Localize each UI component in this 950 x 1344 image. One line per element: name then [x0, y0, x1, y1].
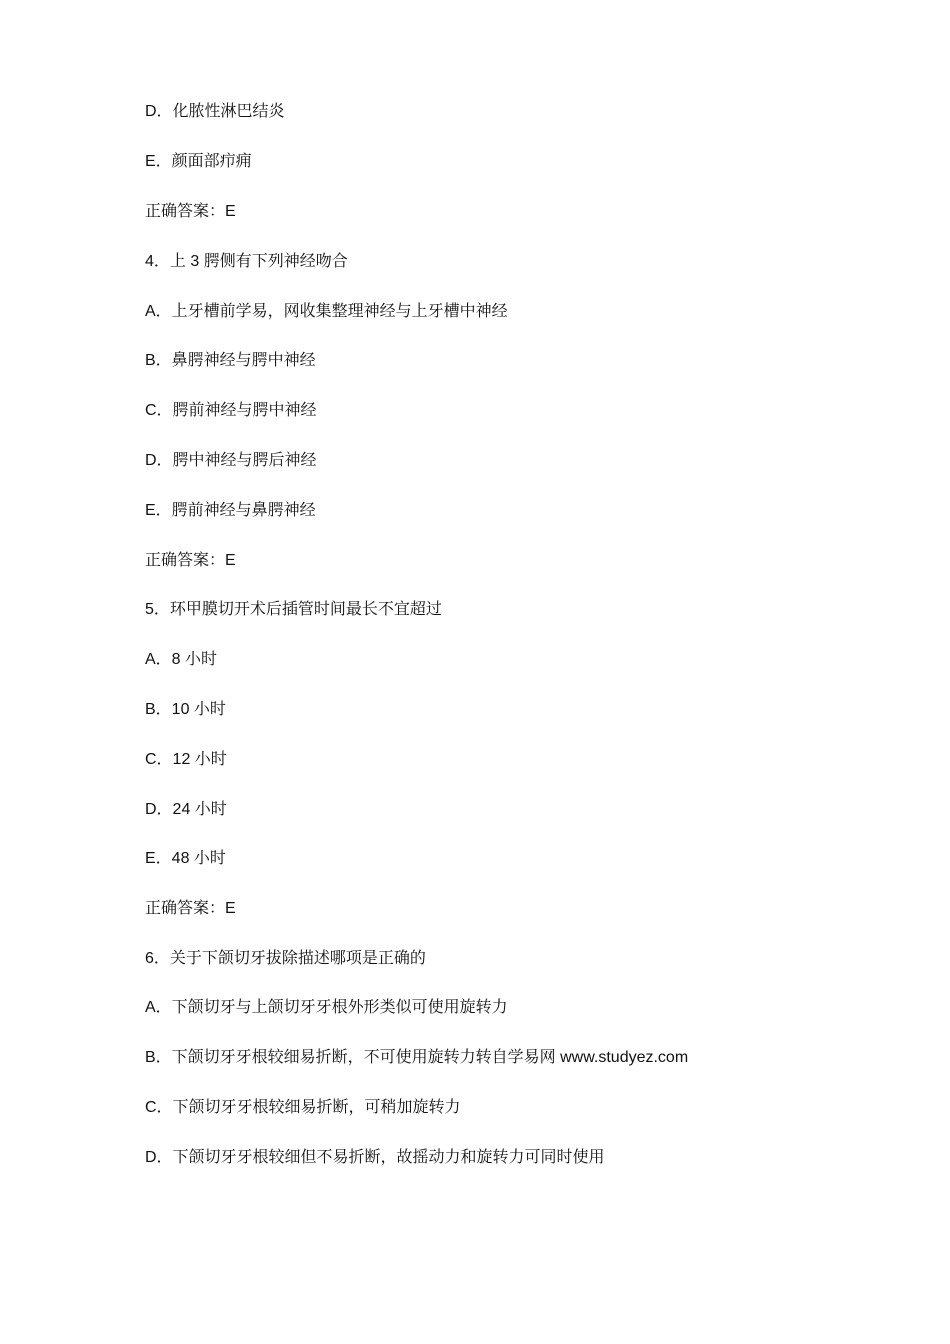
option-e-q5: E．48 小时 — [145, 850, 226, 867]
option-c-q4: C．腭前神经与腭中神经 — [145, 402, 317, 419]
option-d-q3: D．化脓性淋巴结炎 — [145, 103, 285, 120]
option-a-q6: A．下颌切牙与上颌切牙牙根外形类似可使用旋转力 — [145, 999, 508, 1016]
option-c-q6: C．下颌切牙牙根较细易折断，可稍加旋转力 — [145, 1099, 461, 1116]
answer-q3: 正确答案：E — [145, 203, 236, 220]
answer-q4: 正确答案：E — [145, 552, 236, 569]
option-d-q4: D．腭中神经与腭后神经 — [145, 452, 317, 469]
option-e-q4: E．腭前神经与鼻腭神经 — [145, 502, 316, 519]
option-d-q6: D．下颌切牙牙根较细但不易折断，故摇动力和旋转力可同时使用 — [145, 1149, 605, 1166]
question-6: 6．关于下颌切牙拔除描述哪项是正确的 — [145, 950, 426, 967]
option-b-q5: B．10 小时 — [145, 701, 226, 718]
question-5: 5．环甲膜切开术后插管时间最长不宜超过 — [145, 601, 442, 618]
option-b-q6: B．下颌切牙牙根较细易折断，不可使用旋转力转自学易网 www.studyez.com — [145, 1049, 689, 1066]
option-a-q5: A．8 小时 — [145, 651, 218, 668]
option-d-q5: D．24 小时 — [145, 801, 227, 818]
option-c-q5: C．12 小时 — [145, 751, 227, 768]
option-b-q4: B．鼻腭神经与腭中神经 — [145, 352, 316, 369]
answer-q5: 正确答案：E — [145, 900, 236, 917]
option-a-q4: A．上牙槽前学易，网收集整理神经与上牙槽中神经 — [145, 303, 508, 320]
question-4: 4．上 3 腭侧有下列神经吻合 — [145, 253, 348, 270]
option-e-q3: E．颜面部疖痈 — [145, 153, 252, 170]
